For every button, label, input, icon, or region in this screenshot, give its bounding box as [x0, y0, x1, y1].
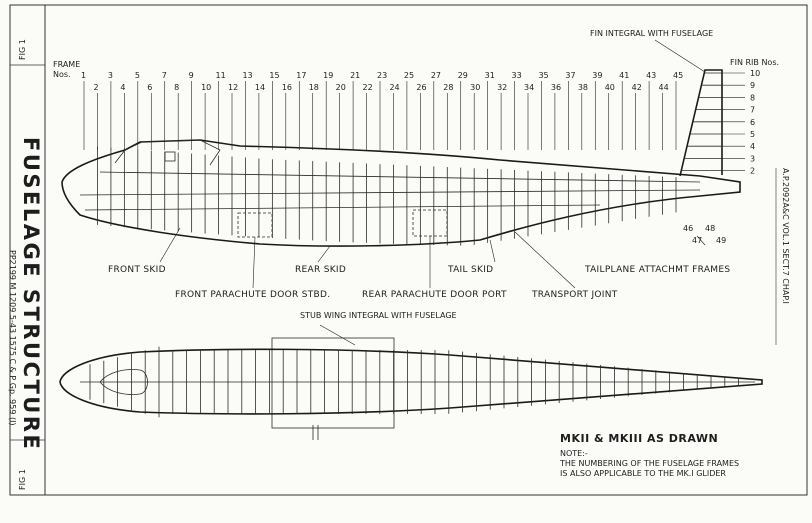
fin-rib-number-3: 3 [750, 154, 756, 164]
marks-label: MKII & MKIII AS DRAWN [560, 432, 719, 445]
stub-wing-label: STUB WING INTEGRAL WITH FUSELAGE [300, 311, 457, 320]
stub-wing-leader [320, 325, 355, 345]
sheet-title: FUSELAGE STRUCTURE [19, 137, 43, 452]
fuselage-side-outline [62, 140, 740, 246]
rear-parachute-door [413, 210, 447, 236]
frame-number-10: 10 [201, 83, 212, 92]
frame-number-4: 4 [120, 83, 126, 92]
front-door-label: FRONT PARACHUTE DOOR STBD. [175, 290, 331, 300]
frame-number-33: 33 [511, 71, 522, 80]
frame-number-9: 9 [188, 71, 194, 80]
front-door-leader [253, 237, 255, 288]
rear-skid-leader [318, 246, 330, 262]
fig-label-top: FIG 1 [18, 39, 27, 60]
frame-number-15: 15 [269, 71, 280, 80]
frame-number-39: 39 [592, 71, 603, 80]
tail-skid-label: TAIL SKID [448, 265, 494, 275]
fin-rib-numbers [750, 69, 760, 176]
fin-label: FIN INTEGRAL WITH FUSELAGE [590, 29, 714, 38]
tail-skid-leader [490, 240, 495, 262]
frame-number-17: 17 [296, 71, 307, 80]
fin-rib-number-5: 5 [750, 130, 756, 139]
fin-ribs [681, 73, 745, 171]
frame-number-26: 26 [416, 83, 427, 92]
frame-number-16: 16 [281, 83, 293, 92]
frame-number-14: 14 [254, 83, 266, 92]
frame-number-6: 6 [147, 83, 153, 92]
frame-number-28: 28 [443, 83, 454, 92]
frame-number-21: 21 [350, 71, 361, 80]
frame-number-19: 19 [323, 71, 334, 80]
frame-number-38: 38 [577, 83, 589, 92]
canopy-window [165, 152, 175, 161]
rear-skid-label: REAR SKID [295, 265, 347, 275]
frame-number-32: 32 [497, 83, 508, 92]
frame-number-29: 29 [457, 71, 468, 80]
fin-rib-number-7: 7 [750, 105, 756, 115]
frame-number-20: 20 [335, 83, 346, 92]
frame-number-8: 8 [174, 83, 180, 92]
side-stringer-2 [85, 205, 600, 210]
manual-reference: A.P.2092A&C VOL.1 SECT.7 CHAP.I [781, 168, 790, 304]
note-line-2: IS ALSO APPLICABLE TO THE MK.I GLIDER [560, 469, 726, 478]
frame-number-11: 11 [215, 71, 226, 80]
frame-number-44: 44 [658, 83, 669, 92]
frame-number-30: 30 [470, 83, 481, 92]
fig-label-bottom: FIG 1 [18, 469, 27, 490]
frame-number-35: 35 [538, 71, 549, 80]
side-stringer-1 [80, 190, 700, 195]
fin-rib-number-4: 4 [750, 142, 756, 152]
frame-number-24: 24 [389, 83, 400, 92]
frame-number-42: 42 [631, 83, 642, 92]
tailplane-frames-label: TAILPLANE ATTACHMT FRAMES [585, 265, 731, 275]
frame-numbers [81, 71, 683, 92]
frame-number-25: 25 [403, 71, 415, 80]
frame-number-3: 3 [107, 71, 114, 80]
note-header: NOTE:- [560, 449, 588, 458]
tail-fin-outline [680, 70, 722, 176]
frame-header-sub: Nos. [53, 70, 71, 79]
tail-frame-46: 46 [683, 224, 694, 233]
frame-number-23: 23 [377, 71, 388, 80]
front-skid-label: FRONT SKID [108, 265, 166, 275]
side-frame-lines [97, 147, 676, 246]
fin-rib-number-6: 6 [750, 117, 756, 127]
note-line-1: THE NUMBERING OF THE FUSELAGE FRAMES [560, 459, 740, 468]
frame-number-13: 13 [242, 71, 253, 80]
fin-rib-number-8: 8 [750, 93, 756, 103]
frame-number-7: 7 [161, 71, 167, 80]
tail-frame-48: 48 [705, 224, 716, 233]
frame-number-37: 37 [565, 71, 576, 80]
fin-rib-number-2: 2 [750, 166, 756, 176]
frame-number-18: 18 [308, 83, 319, 92]
transport-joint-label: TRANSPORT JOINT [532, 290, 618, 300]
fin-rib-number-10: 10 [750, 69, 761, 78]
frame-number-27: 27 [430, 71, 442, 80]
frame-number-1: 1 [81, 71, 87, 80]
frame-number-2: 2 [93, 83, 99, 92]
frame-number-40: 40 [604, 83, 615, 92]
front-parachute-door [238, 213, 272, 237]
frame-number-45: 45 [673, 71, 684, 80]
transport-joint-leader [515, 232, 575, 288]
fin-rib-header: FIN RIB Nos. [730, 58, 780, 67]
frame-number-41: 41 [619, 71, 630, 80]
print-code: PP2199 M 1209 5-43 1575 C & P Gp. 959 (I) [8, 250, 17, 426]
frame-number-12: 12 [228, 83, 239, 92]
frame-number-43: 43 [646, 71, 657, 80]
frame-number-5: 5 [134, 71, 140, 80]
frame-number-36: 36 [550, 83, 562, 92]
frame-number-34: 34 [524, 83, 535, 92]
frame-number-31: 31 [484, 71, 495, 80]
rear-door-label: REAR PARACHUTE DOOR PORT [362, 290, 507, 300]
side-stringer-3 [100, 172, 700, 182]
tail-frame-49: 49 [716, 236, 727, 245]
frame-header: FRAME [53, 60, 81, 69]
frame-number-22: 22 [362, 83, 373, 92]
fin-leader [655, 40, 705, 72]
tail-frame-47: 47 [692, 236, 703, 245]
fin-rib-number-9: 9 [750, 81, 756, 91]
